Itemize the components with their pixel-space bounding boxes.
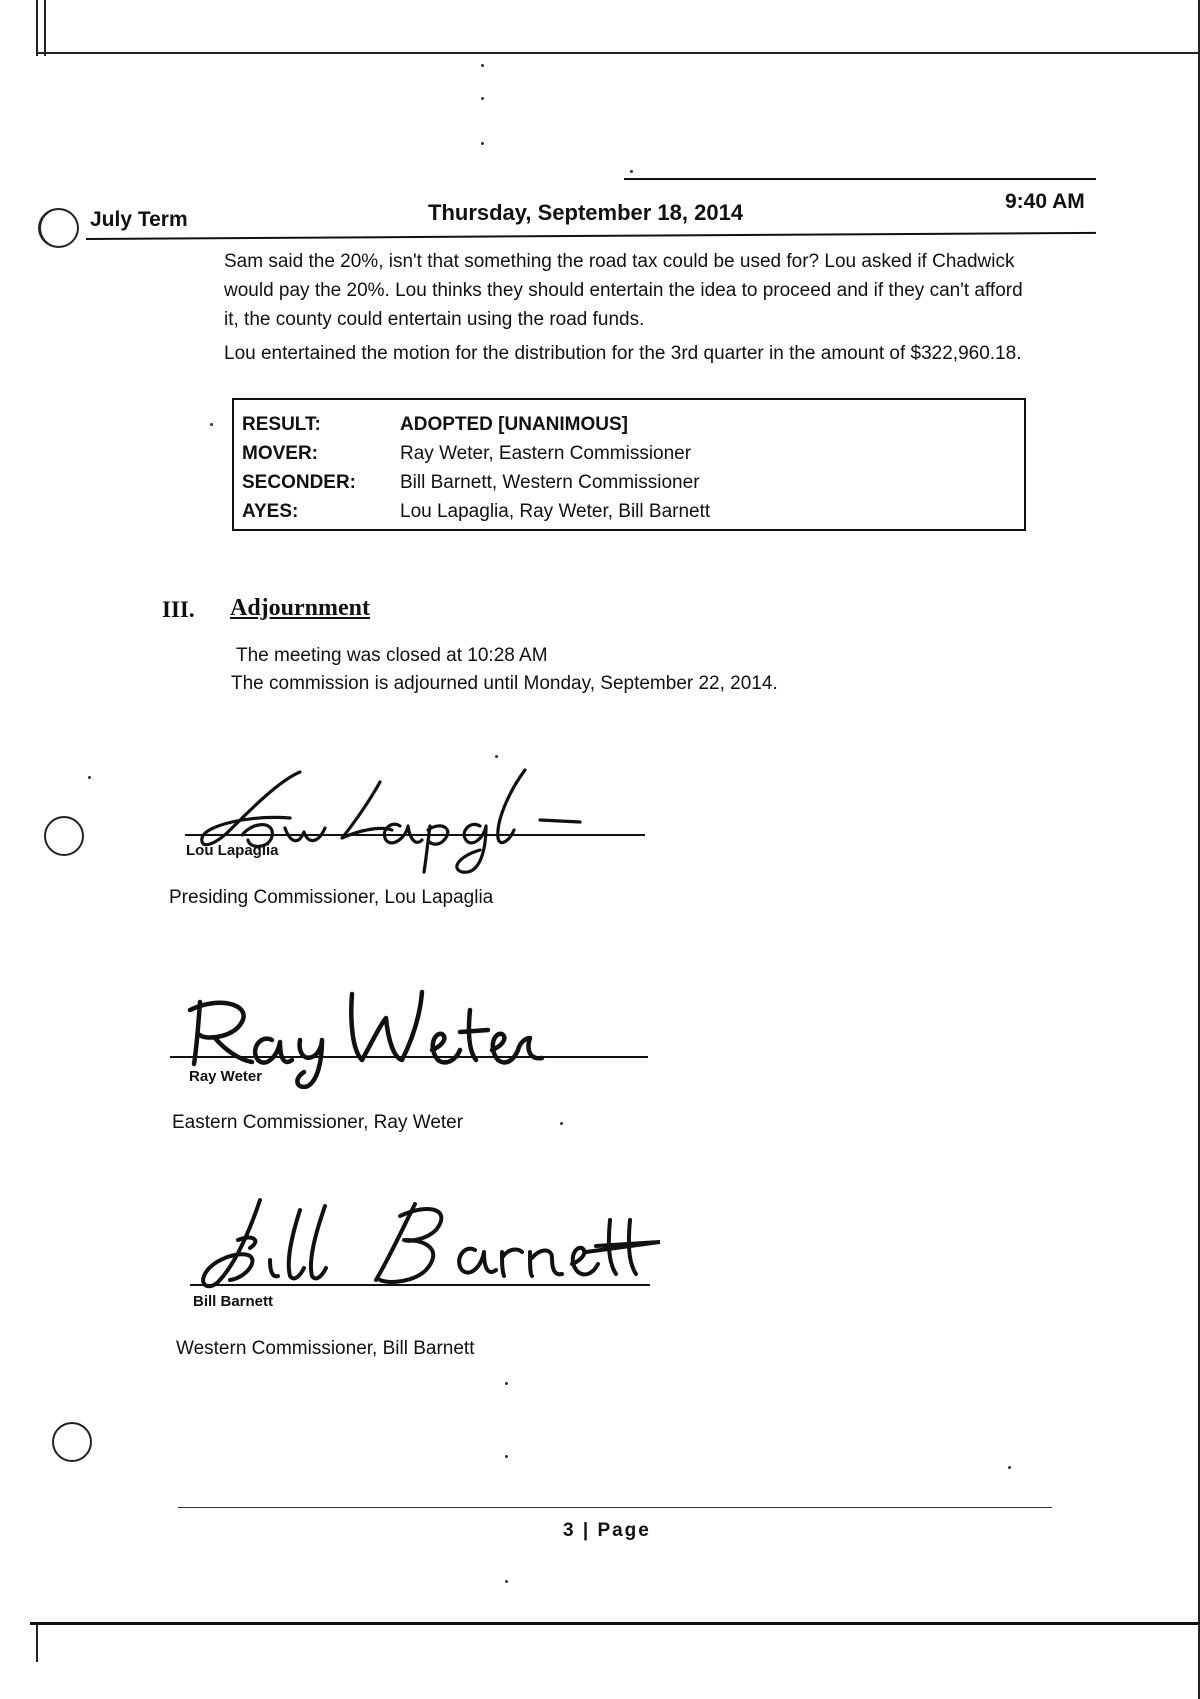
scan-speck: [630, 170, 633, 173]
signature-line: [170, 1056, 648, 1058]
signer-title: Western Commissioner, Bill Barnett: [176, 1338, 475, 1359]
signature-line: [185, 834, 645, 836]
scan-speck: [481, 97, 484, 100]
header-bottom-rule: [86, 232, 1096, 240]
binding-edge-line: [36, 52, 1200, 54]
mover-label: MOVER:: [242, 443, 318, 464]
section-number: III.: [162, 597, 195, 622]
scan-speck: [481, 142, 484, 145]
scan-speck: [505, 1580, 508, 1583]
meeting-time: 9:40 AM: [1005, 190, 1085, 213]
binding-edge-line: [36, 0, 38, 56]
scan-speck: [88, 776, 91, 779]
ayes-label: AYES:: [242, 501, 299, 522]
signature-lou-lapaglia: [180, 760, 650, 880]
signer-title: Eastern Commissioner, Ray Weter: [172, 1112, 464, 1133]
result-label: RESULT:: [242, 414, 321, 435]
seconder-label: SECONDER:: [242, 472, 357, 493]
binding-edge-line: [36, 1622, 38, 1662]
motion-paragraph: Lou entertained the motion for the distribution for the 3rd quarter in the amount of $322,960.18.: [224, 343, 1022, 364]
section-title: Adjournment: [230, 595, 371, 621]
signer-printed-name: Bill Barnett: [193, 1293, 274, 1310]
scan-speck: [210, 423, 213, 426]
seconder-value: Bill Barnett, Western Commissioner: [400, 472, 700, 493]
binding-edge-line: [44, 0, 46, 56]
header-top-rule: [624, 178, 1096, 180]
scan-speck: [495, 755, 498, 758]
signature-line: [190, 1284, 650, 1286]
meeting-term: July Term: [90, 208, 188, 231]
scan-speck: [505, 1382, 508, 1385]
adjournment-closed-line: The meeting was closed at 10:28 AM: [236, 645, 548, 666]
signer-title: Presiding Commissioner, Lou Lapaglia: [169, 887, 494, 908]
punch-hole-icon: [52, 1422, 92, 1462]
signer-printed-name: Ray Weter: [189, 1068, 263, 1085]
discussion-paragraph: Sam said the 20%, isn't that something the road tax could be used for? Lou asked if Chadwick would pay the 20%. Lou thinks they should entertain the idea to proceed and if they can't afford it, the county could entertain using the road funds.: [224, 251, 1023, 330]
scan-speck: [481, 64, 484, 67]
scan-speck: [505, 1455, 508, 1458]
mover-value: Ray Weter, Eastern Commissioner: [400, 443, 692, 464]
punch-hole-icon: [38, 208, 79, 248]
scan-speck: [560, 1122, 563, 1125]
adjournment-until-line: The commission is adjourned until Monday, September 22, 2014.: [231, 673, 778, 694]
footer-rule: [178, 1507, 1052, 1508]
ayes-value: Lou Lapaglia, Ray Weter, Bill Barnett: [400, 501, 711, 522]
page-bottom-edge: [30, 1622, 1200, 1625]
motion-result-table: [232, 398, 1026, 531]
meeting-date: Thursday, September 18, 2014: [428, 200, 744, 225]
result-value: ADOPTED [UNANIMOUS]: [400, 414, 628, 435]
punch-hole-icon: [44, 816, 84, 856]
page-number: 3 | Page: [563, 1520, 651, 1541]
signer-printed-name: Lou Lapaglia: [186, 842, 279, 859]
scan-speck: [1008, 1466, 1011, 1469]
handwritten-signature: [180, 760, 650, 880]
